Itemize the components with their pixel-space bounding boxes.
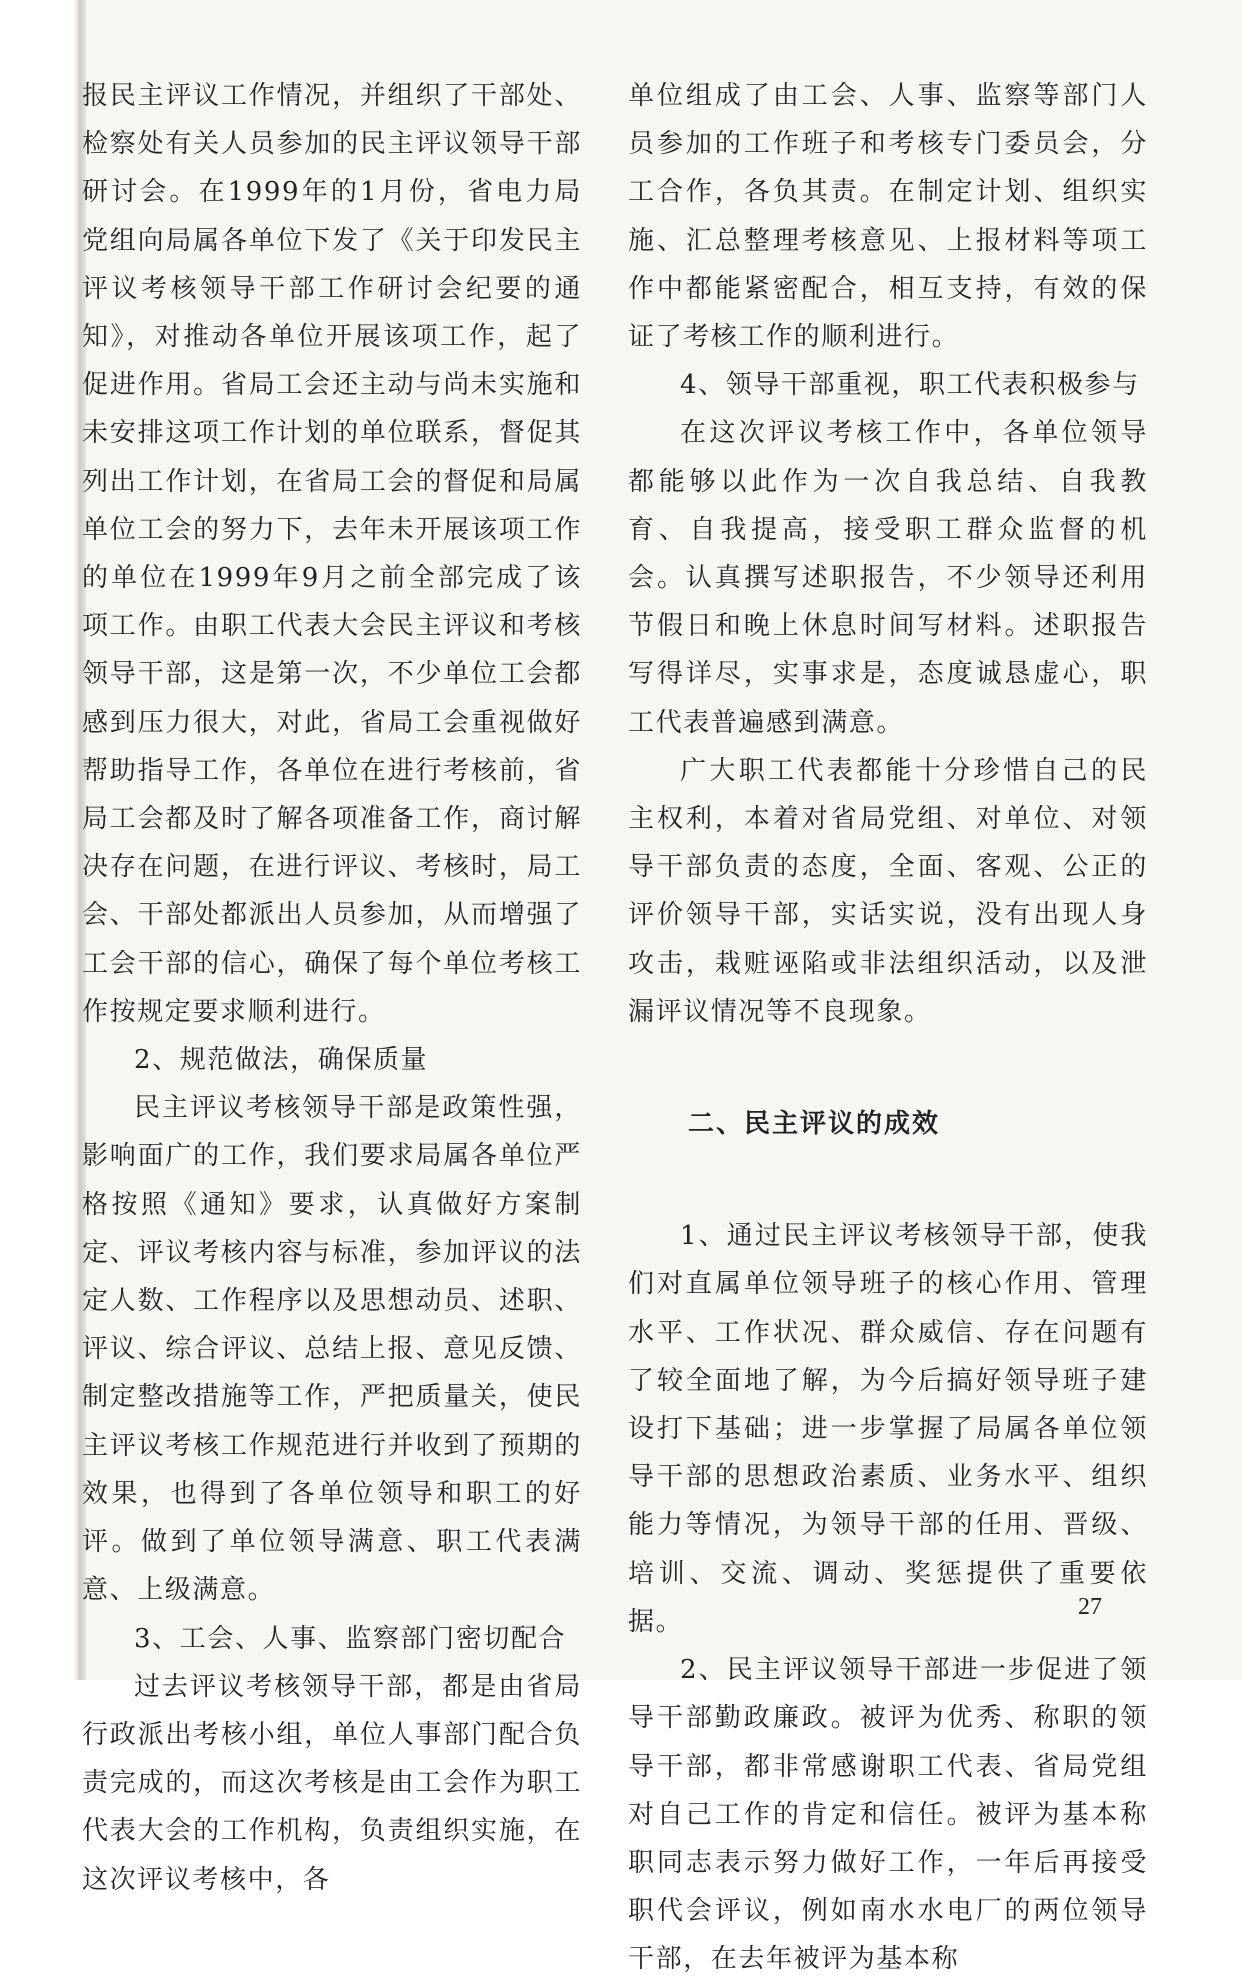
- section-heading: 二、民主评议的成效: [688, 1109, 941, 1140]
- paragraph-standardize: 民主评议考核领导干部是政策性强，影响面广的工作，我们要求局属各单位严格按照《通知》要求，认真做好方案制定、评议考核内容与标准，参加评议的法定人数、工作程序以及思想动员、述职、评议、综合评议、总结上报、意见反馈、制定整改措施等工作，严把质量关，使民主评议考核工作规范进行并收到了预期的效果，也得到了各单位领导和职工的好评。做到了单位领导满意、职工代表满意、上级满意。: [82, 1093, 582, 1606]
- subheading-leadership: 4、领导干部重视，职工代表积极参与: [680, 370, 1140, 401]
- left-column: [82, 72, 582, 1904]
- subheading-standardize-practice: 2、规范做法，确保质量: [134, 1045, 429, 1076]
- paragraph-leadership: 在这次评议考核工作中，各单位领导都能够以此作为一次自我总结、自我教育、自我提高，接受职工群众监督的机会。认真撰写述职报告，不少领导还利用节假日和晚上休息时间写材料。述职报告写得详尽，实事求是，态度诚恳虚心，职工代表普遍感到满意。: [628, 418, 1148, 738]
- paragraph-representatives: 广大职工代表都能十分珍惜自己的民主权利，本着对省局党组、对单位、对领导干部负责的态度，全面、客观、公正的评价领导干部，实话实说，没有出现人身攻击，栽赃诬陷或非法组织活动，以及泄漏评议情况等不良现象。: [628, 755, 1148, 1027]
- paragraph-cooperation-continued: 单位组成了由工会、人事、监察等部门人员参加的工作班子和考核专门委员会，分工合作，各负其责。在制定计划、组织实施、汇总整理考核意见、上报材料等项工作中都能紧密配合，相互支持，有效的保证了考核工作的顺利进行。: [628, 81, 1148, 353]
- paragraph-continuation: 报民主评议工作情况，并组织了干部处、检察处有关人员参加的民主评议领导干部研讨会。在1999年的1月份，省电力局党组向局属各单位下发了《关于印发民主评议考核领导干部工作研讨会纪要的通知》，对推动各单位开展该项工作，起了促进作用。省局工会还主动与尚未实施和未安排这项工作计划的单位联系，督促其列出工作计划，在省局工会的督促和局属单位工会的努力下，去年未开展该项工作的单位在1999年9月之前全部完成了该项工作。由职工代表大会民主评议和考核领导干部，这是第一次，不少单位工会都感到压力很大，对此，省局工会重视做好帮助指导工作，各单位在进行考核前，省局工会都及时了解各项准备工作，商讨解决存在问题，在进行评议、考核时，局工会、干部处都派出人员参加，从而增强了工会干部的信心，确保了每个单位考核工作按规定要求顺利进行。: [82, 81, 582, 1027]
- page-number: 27: [1078, 1594, 1102, 1620]
- right-column: [628, 72, 1148, 1984]
- subheading-cooperation: 3、工会、人事、监察部门密切配合: [134, 1623, 567, 1654]
- spacer: [628, 1036, 1148, 1100]
- paragraph-cooperation: 过去评议考核领导干部，都是由省局行政派出考核小组，单位人事部门配合负责完成的，而这次考核是由工会作为职工代表大会的工作机构，负责组织实施，在这次评议考核中，各: [82, 1671, 582, 1895]
- binding-shadow: [0, 0, 86, 1680]
- paragraph-results-2: 2、民主评议领导干部进一步促进了领导干部勤政廉政。被评为优秀、称职的领导干部，都非常感谢职工代表、省局党组对自己工作的肯定和信任。被评为基本称职同志表示努力做好工作，一年后再接受职代会评议，例如南水水电厂的两位领导干部，在去年被评为基本称: [628, 1655, 1148, 1975]
- paragraph-results-1: 1、通过民主评议考核领导干部，使我们对直属单位领导班子的核心作用、管理水平、工作状况、群众威信、存在问题有了较全面地了解，为今后搞好领导班子建设打下基础；进一步掌握了局属各单位领导干部的思想政治素质、业务水平、组织能力等情况，为领导干部的任用、晋级、培训、交流、调动、奖惩提供了重要依据。: [628, 1221, 1148, 1637]
- spacer: [628, 1148, 1148, 1212]
